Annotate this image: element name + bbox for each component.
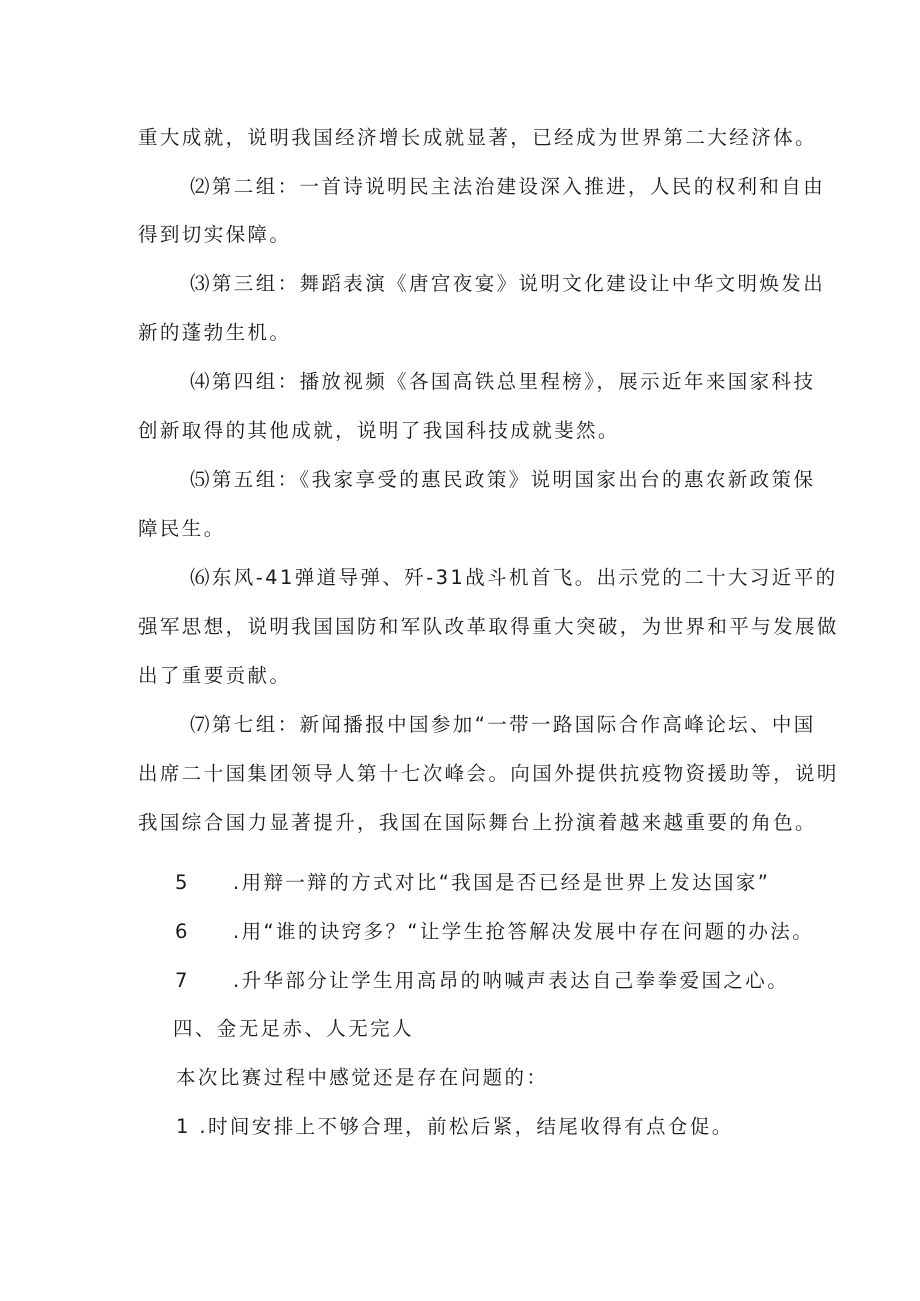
text-line: 出了重要贡献。 — [138, 664, 292, 687]
text-line: 新的蓬勃生机。 — [138, 321, 292, 344]
section-heading: 四、金无足赤、人无完人 — [173, 1017, 414, 1040]
text-line: 创新取得的其他成就，说明了我国科技成就斐然。 — [138, 419, 620, 442]
text-line: 我国综合国力显著提升，我国在国际舞台上扮演着越来越重要的角色。 — [138, 811, 817, 834]
text-line: 出席二十国集团领导人第十七次峰会。向国外提供抗疫物资援助等，说明 — [138, 762, 839, 785]
text-line: ⑺第七组：新闻播报中国参加“一带一路国际合作高峰论坛、中国 — [190, 713, 816, 736]
text-line: 重大成就，说明我国经济增长成就显著，已经成为世界第二大经济体。 — [138, 126, 817, 149]
text-line: 障民生。 — [138, 517, 226, 540]
numbered-item — [175, 968, 789, 994]
item-text: .升华部分让学生用高昂的呐喊声表达自己拳拳爱国之心。 — [233, 969, 790, 992]
text-line: ⑶第三组：舞蹈表演《唐宫夜宴》说明文化建设让中华文明焕发出 — [190, 272, 826, 295]
text-line: ⑹东风-41弹道导弹、歼-31战斗机首飞。出示党的二十大习近平的 — [190, 566, 838, 589]
item-number: 5 — [175, 871, 188, 894]
text-line: ⑵第二组：一首诗说明民主法治建设深入推进，人民的权利和自由 — [190, 175, 826, 198]
item-number: 7 — [175, 969, 188, 992]
text-line: 得到切实保障。 — [138, 223, 292, 246]
item-text: .用“谁的诀窍多？“让学生抢答解决发展中存在问题的办法。 — [233, 920, 815, 943]
text-line: ⑷第四组：播放视频《各国高铁总里程榜》，展示近年来国家科技 — [190, 370, 816, 393]
numbered-item — [175, 870, 770, 896]
paragraph: 本次比赛过程中感觉还是存在问题的： — [176, 1066, 549, 1089]
list-item: 1 .时间安排上不够合理，前松后紧，结尾收得有点仓促。 — [176, 1115, 734, 1138]
numbered-item — [175, 919, 814, 945]
text-line: ⑸第五组：《我家享受的惠民政策》说明国家出台的惠农新政策保 — [190, 468, 816, 491]
text-line: 强军思想，说明我国国防和军队改革取得重大突破，为世界和平与发展做 — [138, 615, 839, 638]
item-text: .用辩一辩的方式对比“我国是否已经是世界上发达国家” — [233, 871, 771, 894]
item-number: 6 — [175, 920, 188, 943]
